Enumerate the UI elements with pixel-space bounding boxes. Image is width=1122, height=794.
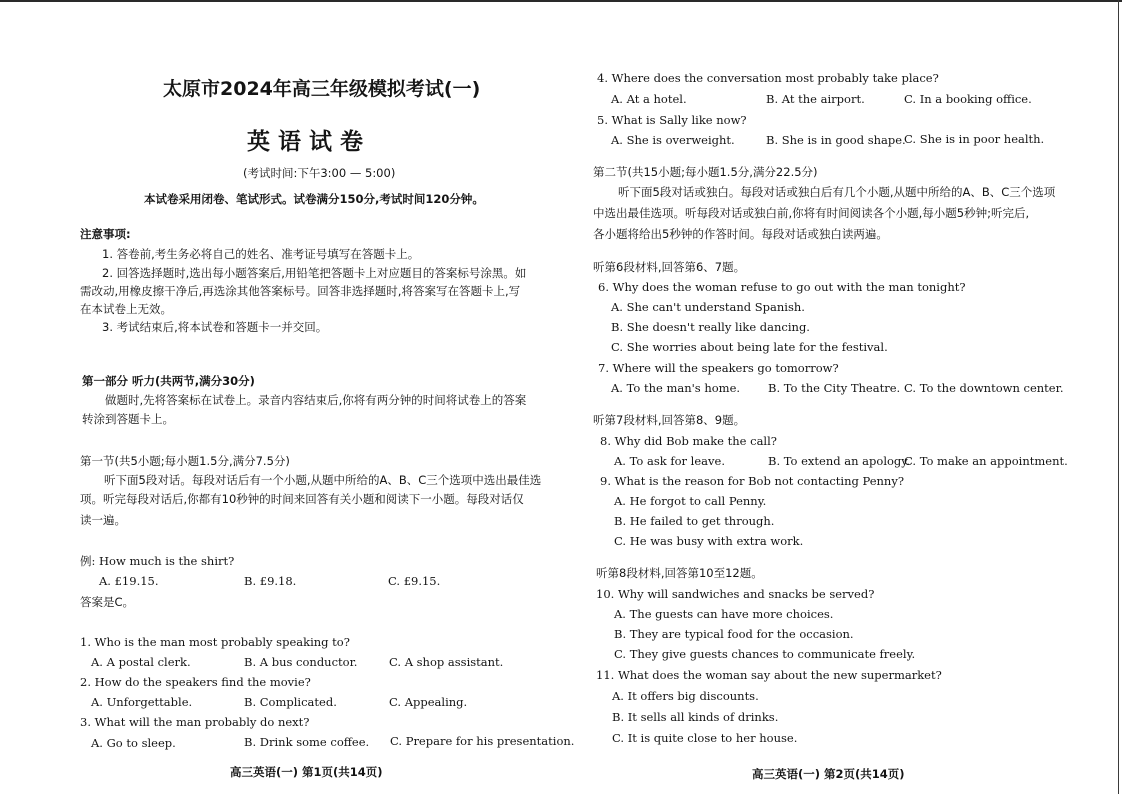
part1-intro-line-2: 转涂到答题卡上。 (82, 412, 174, 426)
question-4-option-a: A. At a hotel. (611, 92, 687, 106)
question-8-option-a: A. To ask for leave. (614, 454, 725, 468)
question-3-option-c: C. Prepare for his presentation. (390, 734, 575, 748)
question-6-option-c: C. She worries about being late for the festival. (611, 340, 888, 354)
question-2-option-b: B. Complicated. (244, 695, 337, 709)
notice-item-2-line-2: 需改动,用橡皮擦干净后,再选涂其他答案标号。回答非选择题时,将答案写在答题卡上,写 (80, 284, 521, 298)
section2-intro-line-2: 中选出最佳选项。听每段对话或独白前,你将有时间阅读各个小题,每小题5秒钟;听完后, (593, 206, 1030, 220)
exam-time: (考试时间:下午3:00 — 5:00) (243, 166, 396, 180)
notice-item-2-line-3: 在本试卷上无效。 (80, 302, 172, 316)
example-answer: 答案是C。 (80, 595, 135, 609)
example-option-a: A. £19.15. (99, 574, 159, 588)
question-7-option-c: C. To the downtown center. (904, 381, 1064, 395)
question-4-option-c: C. In a booking office. (904, 92, 1032, 106)
question-5-option-a: A. She is overweight. (611, 133, 735, 147)
section1-intro-line-1: 听下面5段对话。每段对话后有一个小题,从题中所给的A、B、C三个选项中选出最佳选 (104, 473, 542, 487)
question-5-option-c: C. She is in poor health. (904, 132, 1045, 146)
question-9-option-c: C. He was busy with extra work. (614, 534, 804, 548)
material-7-heading: 听第7段材料,回答第8、9题。 (593, 413, 746, 427)
question-4: 4. Where does the conversation most probably take place? (597, 71, 939, 85)
question-10: 10. Why will sandwiches and snacks be served? (596, 587, 875, 601)
question-8-option-c: C. To make an appointment. (904, 454, 1068, 468)
question-8-option-b: B. To extend an apology. (768, 454, 910, 468)
notice-item-3: 3. 考试结束后,将本试卷和答题卡一并交回。 (102, 320, 328, 334)
material-6-heading: 听第6段材料,回答第6、7题。 (593, 260, 746, 274)
question-8: 8. Why did Bob make the call? (600, 434, 777, 448)
example-question: 例: How much is the shirt? (80, 554, 235, 568)
section2-intro-line-1: 听下面5段对话或独白。每段对话或独白后有几个小题,从题中所给的A、B、C三个选项 (618, 185, 1056, 199)
question-3: 3. What will the man probably do next? (80, 715, 310, 729)
question-2-option-c: C. Appealing. (389, 695, 468, 709)
question-7: 7. Where will the speakers go tomorrow? (598, 361, 839, 375)
question-6-option-a: A. She can't understand Spanish. (611, 300, 805, 314)
question-5-option-b: B. She is in good shape. (766, 133, 906, 147)
footer-page-1: 高三英语(一) 第1页(共14页) (230, 765, 383, 779)
part1-heading: 第一部分 听力(共两节,满分30分) (82, 374, 255, 388)
question-11-option-b: B. It sells all kinds of drinks. (612, 710, 779, 724)
question-11-option-c: C. It is quite close to her house. (612, 731, 798, 745)
question-9-option-a: A. He forgot to call Penny. (614, 494, 767, 508)
question-1-option-a: A. A postal clerk. (91, 655, 191, 669)
question-9: 9. What is the reason for Bob not contacting Penny? (600, 474, 905, 488)
section1-heading: 第一节(共5小题;每小题1.5分,满分7.5分) (80, 454, 290, 468)
notice-heading: 注意事项: (80, 227, 131, 241)
question-11-option-a: A. It offers big discounts. (612, 689, 759, 703)
footer-page-2: 高三英语(一) 第2页(共14页) (752, 767, 905, 781)
question-4-option-b: B. At the airport. (766, 92, 865, 106)
subject-title: 英 语 试 卷 (247, 129, 364, 155)
question-10-option-b: B. They are typical food for the occasion. (614, 627, 854, 641)
notice-item-1: 1. 答卷前,考生务必将自己的姓名、准考证号填写在答题卡上。 (102, 247, 420, 261)
material-8-heading: 听第8段材料,回答第10至12题。 (596, 566, 763, 580)
part1-intro-line-1: 做题时,先将答案标在试卷上。录音内容结束后,你将有两分钟的时间将试卷上的答案 (105, 393, 527, 407)
question-11: 11. What does the woman say about the new supermarket? (596, 668, 942, 682)
example-option-c: C. £9.15. (388, 574, 441, 588)
notice-item-2-line-1: 2. 回答选择题时,选出每小题答案后,用铅笔把答题卡上对应题目的答案标号涂黑。如 (102, 266, 527, 280)
question-1-option-b: B. A bus conductor. (244, 655, 358, 669)
question-7-option-b: B. To the City Theatre. (768, 381, 901, 395)
question-3-option-a: A. Go to sleep. (91, 736, 176, 750)
question-2-option-a: A. Unforgettable. (91, 695, 193, 709)
section2-heading: 第二节(共15小题;每小题1.5分,满分22.5分) (593, 165, 818, 179)
question-3-option-b: B. Drink some coffee. (244, 735, 370, 749)
question-6-option-b: B. She doesn't really like dancing. (611, 320, 810, 334)
section2-intro-line-3: 各小题将给出5秒钟的作答时间。每段对话或独白读两遍。 (593, 227, 888, 241)
page-top-border (0, 0, 1122, 2)
question-7-option-a: A. To the man's home. (611, 381, 741, 395)
question-6: 6. Why does the woman refuse to go out with the man tonight? (598, 280, 966, 294)
question-1-option-c: C. A shop assistant. (389, 655, 504, 669)
page-right-border (1118, 0, 1119, 794)
exam-info: 本试卷采用闭卷、笔试形式。试卷满分150分,考试时间120分钟。 (144, 192, 484, 206)
question-9-option-b: B. He failed to get through. (614, 514, 775, 528)
question-10-option-c: C. They give guests chances to communicate freely. (614, 647, 916, 661)
section1-intro-line-3: 读一遍。 (80, 513, 126, 527)
exam-title: 太原市2024年高三年级模拟考试(一) (163, 78, 481, 100)
question-2: 2. How do the speakers find the movie? (80, 675, 311, 689)
question-10-option-a: A. The guests can have more choices. (614, 607, 834, 621)
question-5: 5. What is Sally like now? (597, 113, 747, 127)
example-option-b: B. £9.18. (244, 574, 297, 588)
question-1: 1. Who is the man most probably speaking to? (80, 635, 350, 649)
section1-intro-line-2: 项。听完每段对话后,你都有10秒钟的时间来回答有关小题和阅读下一小题。每段对话仅 (80, 492, 524, 506)
